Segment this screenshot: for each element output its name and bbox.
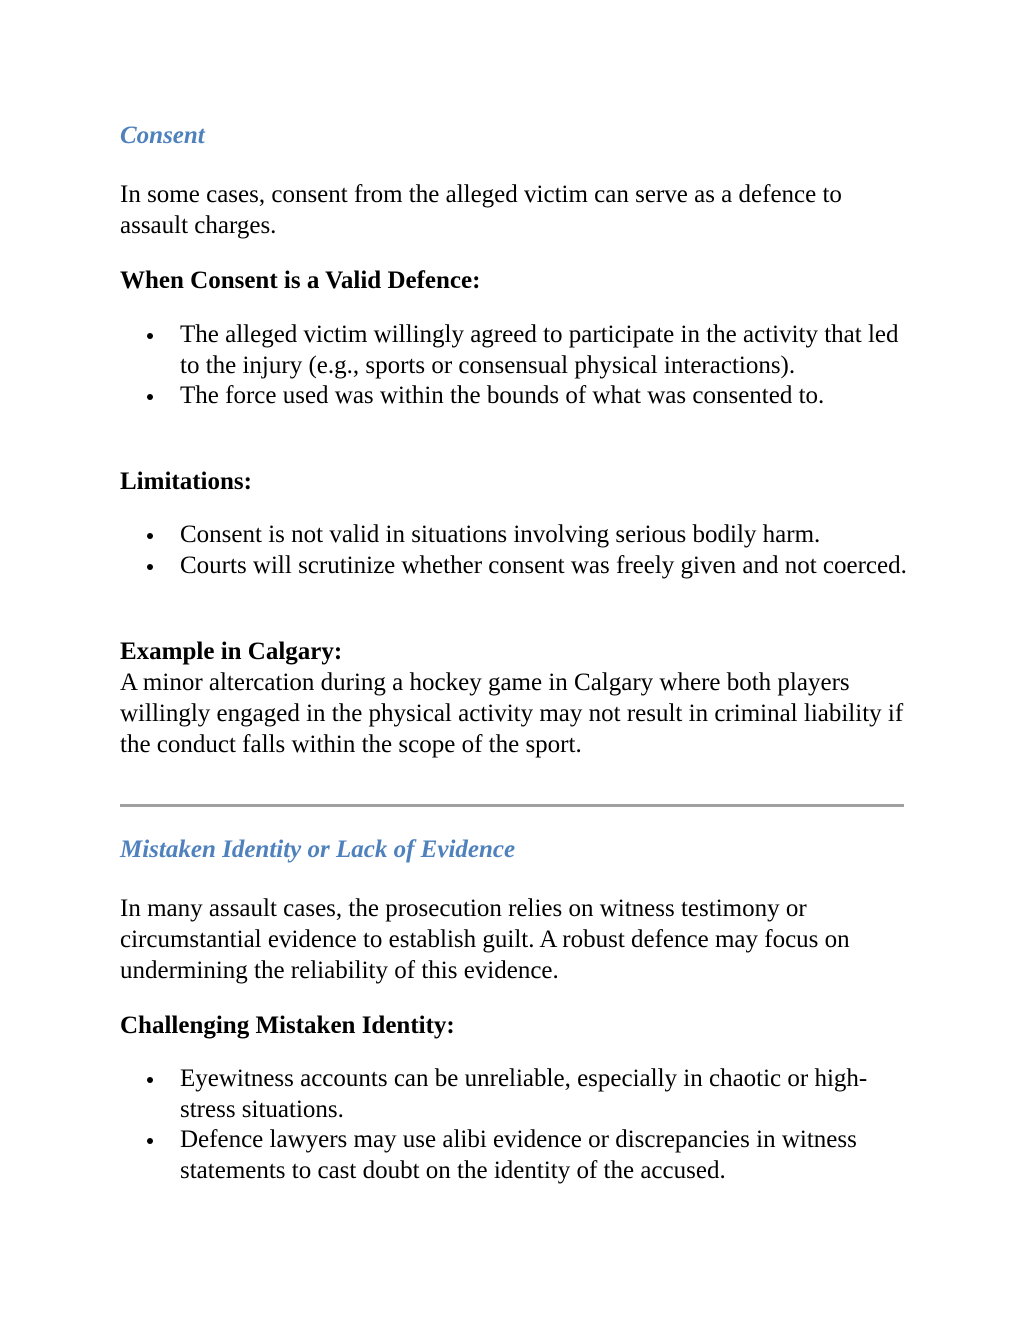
bullet-icon xyxy=(147,564,153,570)
list-item xyxy=(120,1125,910,1186)
list-item-text: Eyewitness accounts can be unreliable, especially in chaotic or high-stress situations. xyxy=(180,1065,868,1123)
limitations-heading: Limitations: xyxy=(120,468,252,495)
mistaken-intro-paragraph: In many assault cases, the prosecution relies on witness testimony or circumstantial evidence to establish guilt. A robust defence may focus on undermining the reliability of this evidence. xyxy=(120,895,850,984)
list-item-text: The force used was within the bounds of what was consented to. xyxy=(180,382,825,409)
list-item-text: Defence lawyers may use alibi evidence or discrepancies in witness statements to cast doubt on the identity of the accused. xyxy=(180,1126,857,1184)
bullet-icon xyxy=(147,1138,153,1144)
list-item-text: Consent is not valid in situations involving serious bodily harm. xyxy=(180,521,821,548)
challenging-identity-list xyxy=(120,1064,910,1186)
example-paragraph: A minor altercation during a hockey game in Calgary where both players willingly engaged in the physical activity may not result in criminal liability if the conduct falls within the scope of the sport. xyxy=(120,669,904,758)
valid-defence-list xyxy=(120,320,910,412)
limitations-list xyxy=(120,520,910,581)
list-item xyxy=(120,381,910,412)
horizontal-divider xyxy=(120,804,904,807)
consent-intro-paragraph: In some cases, consent from the alleged victim can serve as a defence to assault charges. xyxy=(120,181,842,239)
mistaken-identity-section-title: Mistaken Identity or Lack of Evidence xyxy=(120,836,516,863)
bullet-icon xyxy=(147,394,153,400)
list-item-text: Courts will scrutinize whether consent was freely given and not coerced. xyxy=(180,551,907,579)
bullet-icon xyxy=(147,1077,153,1083)
list-item xyxy=(120,1064,910,1125)
list-item-text: The alleged victim willingly agreed to participate in the activity that led to the injury (e.g., sports or consensual physical interactions). xyxy=(180,321,899,379)
list-item xyxy=(120,520,910,551)
example-heading: Example in Calgary: xyxy=(120,638,343,665)
challenging-identity-heading: Challenging Mistaken Identity: xyxy=(120,1012,455,1039)
list-item xyxy=(120,551,910,582)
list-item xyxy=(120,320,910,381)
consent-section-title: Consent xyxy=(120,122,205,149)
valid-defence-heading: When Consent is a Valid Defence: xyxy=(120,267,481,294)
bullet-icon xyxy=(147,533,153,539)
bullet-icon xyxy=(147,333,153,339)
